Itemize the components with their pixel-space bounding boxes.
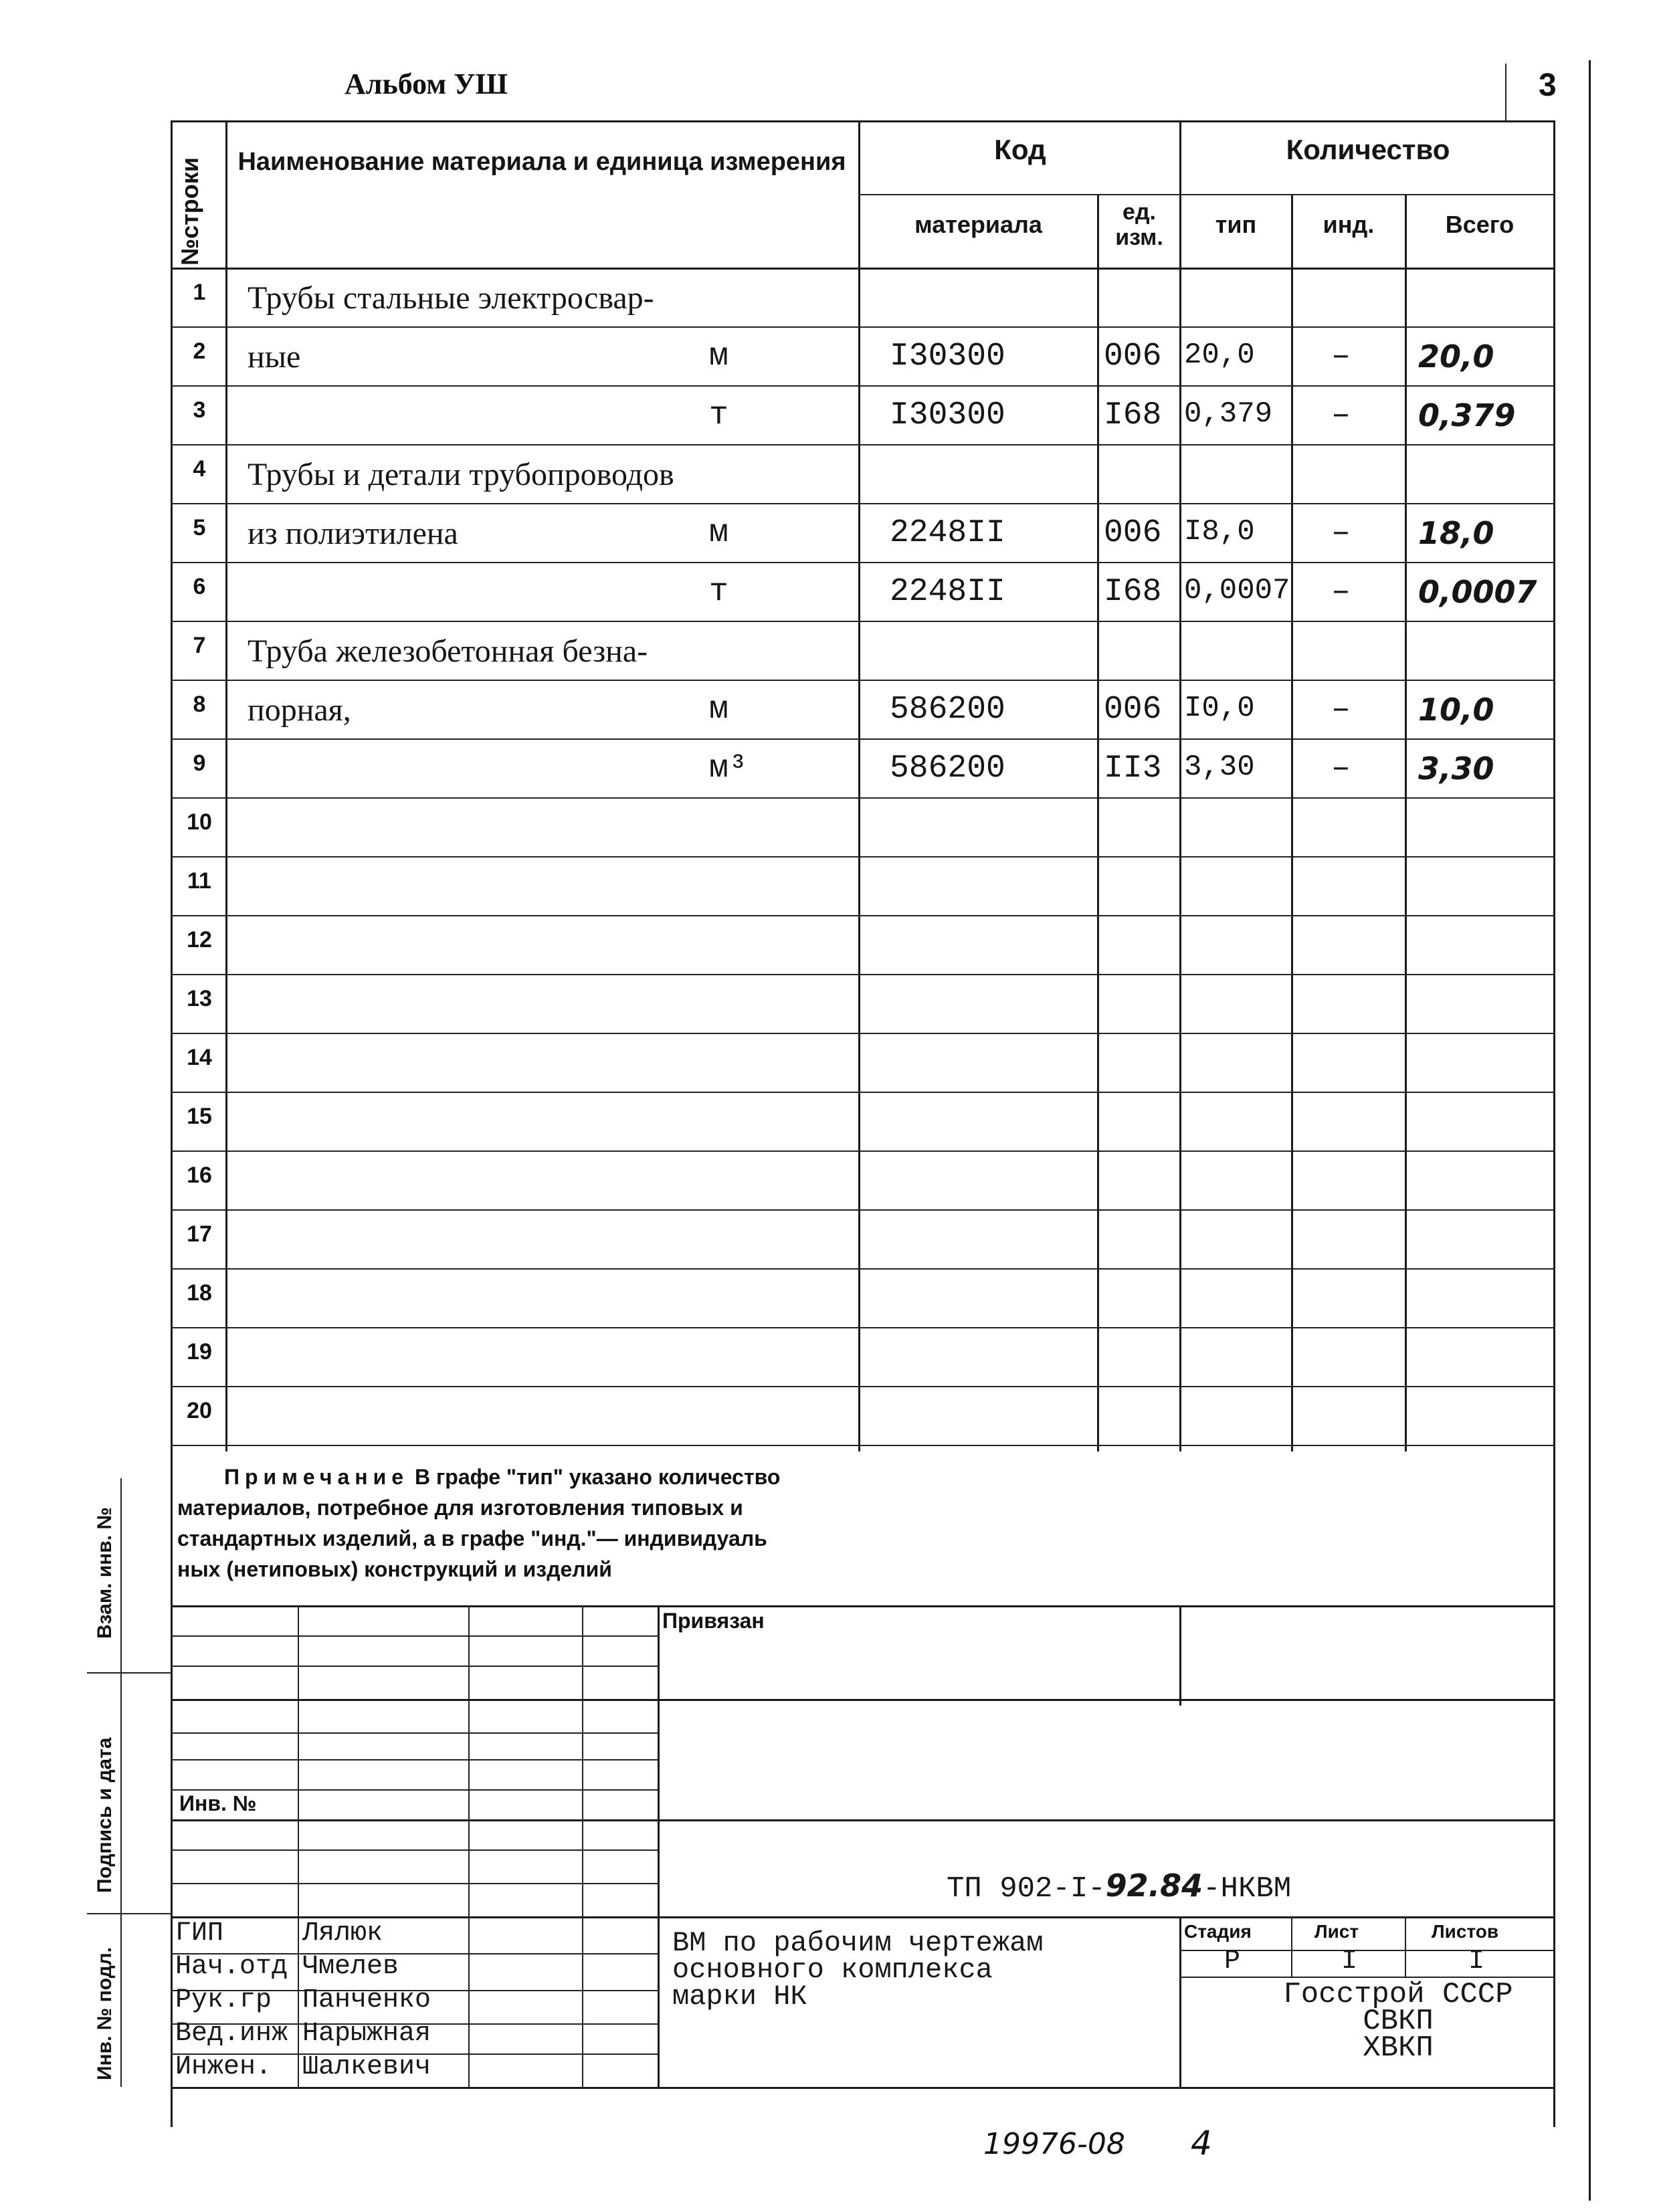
ind-col-border (1405, 194, 1407, 1451)
row-divider (171, 1327, 1555, 1328)
unit-code: II3 (1104, 750, 1162, 787)
total-quantity: 0,379 (1418, 397, 1516, 433)
page-number-divider (1505, 64, 1506, 120)
row-divider (171, 1092, 1555, 1093)
footer-sheet: 4 (1191, 2124, 1212, 2163)
code-header: Код (994, 134, 1046, 165)
row-divider (171, 738, 1555, 740)
name-header: Наименование материала и единица измерения (237, 148, 846, 176)
sheet-value: I (1341, 1946, 1358, 1977)
material-code: 586200 (890, 692, 1005, 728)
unit-abbr: м³ (709, 750, 748, 787)
note-line-2: материалов, потребное для изготовления типовых и (177, 1496, 743, 1520)
material-name: порная, (248, 692, 351, 728)
type-col-border (1291, 194, 1293, 1451)
row-divider (171, 1150, 1555, 1152)
row-number: 6 (193, 574, 206, 599)
name-col-border (858, 120, 860, 1451)
unit-code: I68 (1104, 574, 1162, 610)
stage-value: Р (1224, 1946, 1241, 1977)
type-quantity: 3,30 (1184, 750, 1255, 784)
privyazan-label: Привязан (662, 1609, 765, 1633)
organization: Госстрой СССР СВКП ХВКП (1283, 1978, 1513, 2065)
total-quantity: 0,0007 (1418, 574, 1537, 610)
row-number: 5 (193, 515, 206, 540)
row-number: 20 (187, 1398, 212, 1423)
row-number: 18 (187, 1280, 212, 1306)
type-quantity: I0,0 (1184, 692, 1255, 725)
row-divider (171, 680, 1555, 681)
total-subheader: Всего (1445, 211, 1515, 238)
material-code: I30300 (890, 338, 1005, 375)
type-quantity: I8,0 (1184, 515, 1255, 548)
ind-quantity: – (1331, 750, 1351, 787)
type-quantity: 20,0 (1184, 338, 1255, 372)
unit-abbr: м (709, 515, 728, 551)
material-name: ные (248, 339, 301, 375)
album-title: Альбом УШ (345, 68, 508, 100)
total-quantity: 3,30 (1418, 750, 1494, 787)
sheet-label: Лист (1314, 1921, 1359, 1942)
unit-code: 006 (1104, 338, 1162, 375)
material-name: из полиэтилена (248, 516, 458, 551)
header-sub-divider (858, 194, 1554, 195)
ind-quantity: – (1331, 574, 1351, 610)
doc-code: ТП 902-I-92.84-НКВМ (947, 1868, 1292, 1906)
row-divider (171, 915, 1555, 916)
signer-role: ГИП (175, 1918, 224, 1948)
sheets-label: Листов (1432, 1921, 1499, 1942)
signer-name: Панченко (302, 1985, 431, 2015)
type-quantity: 0,379 (1184, 397, 1273, 431)
signer-role: Вед.инж (175, 2019, 288, 2049)
header-bottom-border (171, 268, 1555, 270)
material-subheader: материала (914, 211, 1042, 238)
ind-quantity: – (1331, 397, 1351, 433)
signer-role: Инжен. (175, 2052, 272, 2082)
total-quantity: 18,0 (1418, 515, 1494, 551)
row-number: 12 (187, 927, 212, 952)
material-code: 586200 (890, 750, 1005, 787)
note (177, 1462, 980, 1585)
signer-name: Нарыжная (302, 2019, 431, 2049)
note-line-1: В графе "тип" указано количество (414, 1465, 781, 1489)
unit-code: 006 (1104, 515, 1162, 551)
material-name: Трубы и детали трубопроводов (248, 457, 674, 492)
row-number: 7 (193, 633, 206, 658)
stamp-bottom-border (171, 2087, 1555, 2089)
note-line-4: ных (нетиповых) конструкций и изделий (177, 1557, 612, 1581)
material-name: Трубы стальные электросвар- (248, 280, 654, 316)
table-top-border (171, 120, 1555, 122)
row-divider (171, 562, 1555, 563)
unit-abbr: т (709, 574, 728, 610)
row-number: 11 (187, 868, 211, 894)
signer-name: Лялюк (302, 1918, 383, 1948)
material-code: 2248II (890, 515, 1005, 551)
unit-abbr: т (709, 397, 728, 433)
row-number: 10 (187, 809, 212, 835)
row-divider (171, 797, 1555, 799)
signer-name: Чмелев (302, 1952, 399, 1982)
page-number: 3 (1539, 68, 1557, 103)
row-number: 8 (193, 692, 206, 717)
row-number: 16 (187, 1163, 212, 1188)
ind-subheader: инд. (1323, 211, 1375, 238)
row-number: 1 (193, 280, 206, 305)
row-number: 4 (193, 456, 206, 482)
row-divider (171, 1209, 1555, 1211)
row-number: 17 (187, 1221, 212, 1247)
footer-number: 19976-08 (983, 2127, 1125, 2161)
row-number-header: №строки (176, 157, 203, 266)
material-code: 2248II (890, 574, 1005, 610)
total-quantity: 20,0 (1418, 338, 1494, 375)
material-code: I30300 (890, 397, 1005, 433)
row-divider (171, 974, 1555, 975)
row-divider (171, 326, 1555, 328)
unit-code: 006 (1104, 692, 1162, 728)
unit-col-border (1179, 120, 1181, 1451)
ind-quantity: – (1331, 692, 1351, 728)
unit-subheader: ед. изм. (1115, 199, 1163, 250)
row-number: 9 (193, 750, 206, 776)
rownum-col-border (225, 120, 227, 1451)
signer-role: Нач.отд (175, 1952, 288, 1982)
ind-quantity: – (1331, 515, 1351, 551)
row-divider (171, 1268, 1555, 1270)
row-divider (171, 444, 1555, 445)
inv-no-label: Инв. № (179, 1791, 257, 1815)
type-subheader: тип (1215, 211, 1257, 238)
stamp-top-border (171, 1605, 1555, 1607)
row-number: 13 (187, 986, 212, 1011)
page-right-border (1589, 60, 1591, 2201)
note-title: Примечание (224, 1465, 409, 1489)
signer-name: Шалкевич (302, 2052, 431, 2082)
unit-code: I68 (1104, 397, 1162, 433)
sheets-value: I (1468, 1946, 1485, 1977)
stage-label: Стадия (1184, 1921, 1252, 1942)
row-divider (171, 621, 1555, 622)
row-divider (171, 856, 1555, 858)
row-divider (171, 385, 1555, 387)
row-divider (171, 1445, 1555, 1446)
material-name: Труба железобетонная безна- (248, 633, 648, 669)
code-col-border (1097, 194, 1099, 1451)
row-divider (171, 1386, 1555, 1387)
row-number: 14 (187, 1045, 212, 1070)
type-quantity: 0,0007 (1184, 574, 1290, 607)
quantity-header: Количество (1286, 134, 1450, 165)
row-number: 19 (187, 1339, 212, 1365)
table-left-border (171, 120, 173, 1451)
note-line-3: стандартных изделий, а в графе "инд."— индивидуаль (177, 1526, 767, 1550)
unit-abbr: м (709, 692, 728, 728)
signer-role: Рук.гр (175, 1985, 272, 2015)
row-number: 15 (187, 1104, 212, 1129)
row-divider (171, 1033, 1555, 1034)
table-right-border (1553, 120, 1555, 2127)
ind-quantity: – (1331, 338, 1351, 375)
row-number: 2 (193, 338, 206, 364)
doc-description: ВМ по рабочим чертежам основного комплекса марки НК (672, 1927, 1044, 2013)
unit-abbr: м (709, 338, 728, 375)
total-quantity: 10,0 (1418, 692, 1494, 728)
row-divider (171, 503, 1555, 504)
row-number: 3 (193, 397, 206, 423)
